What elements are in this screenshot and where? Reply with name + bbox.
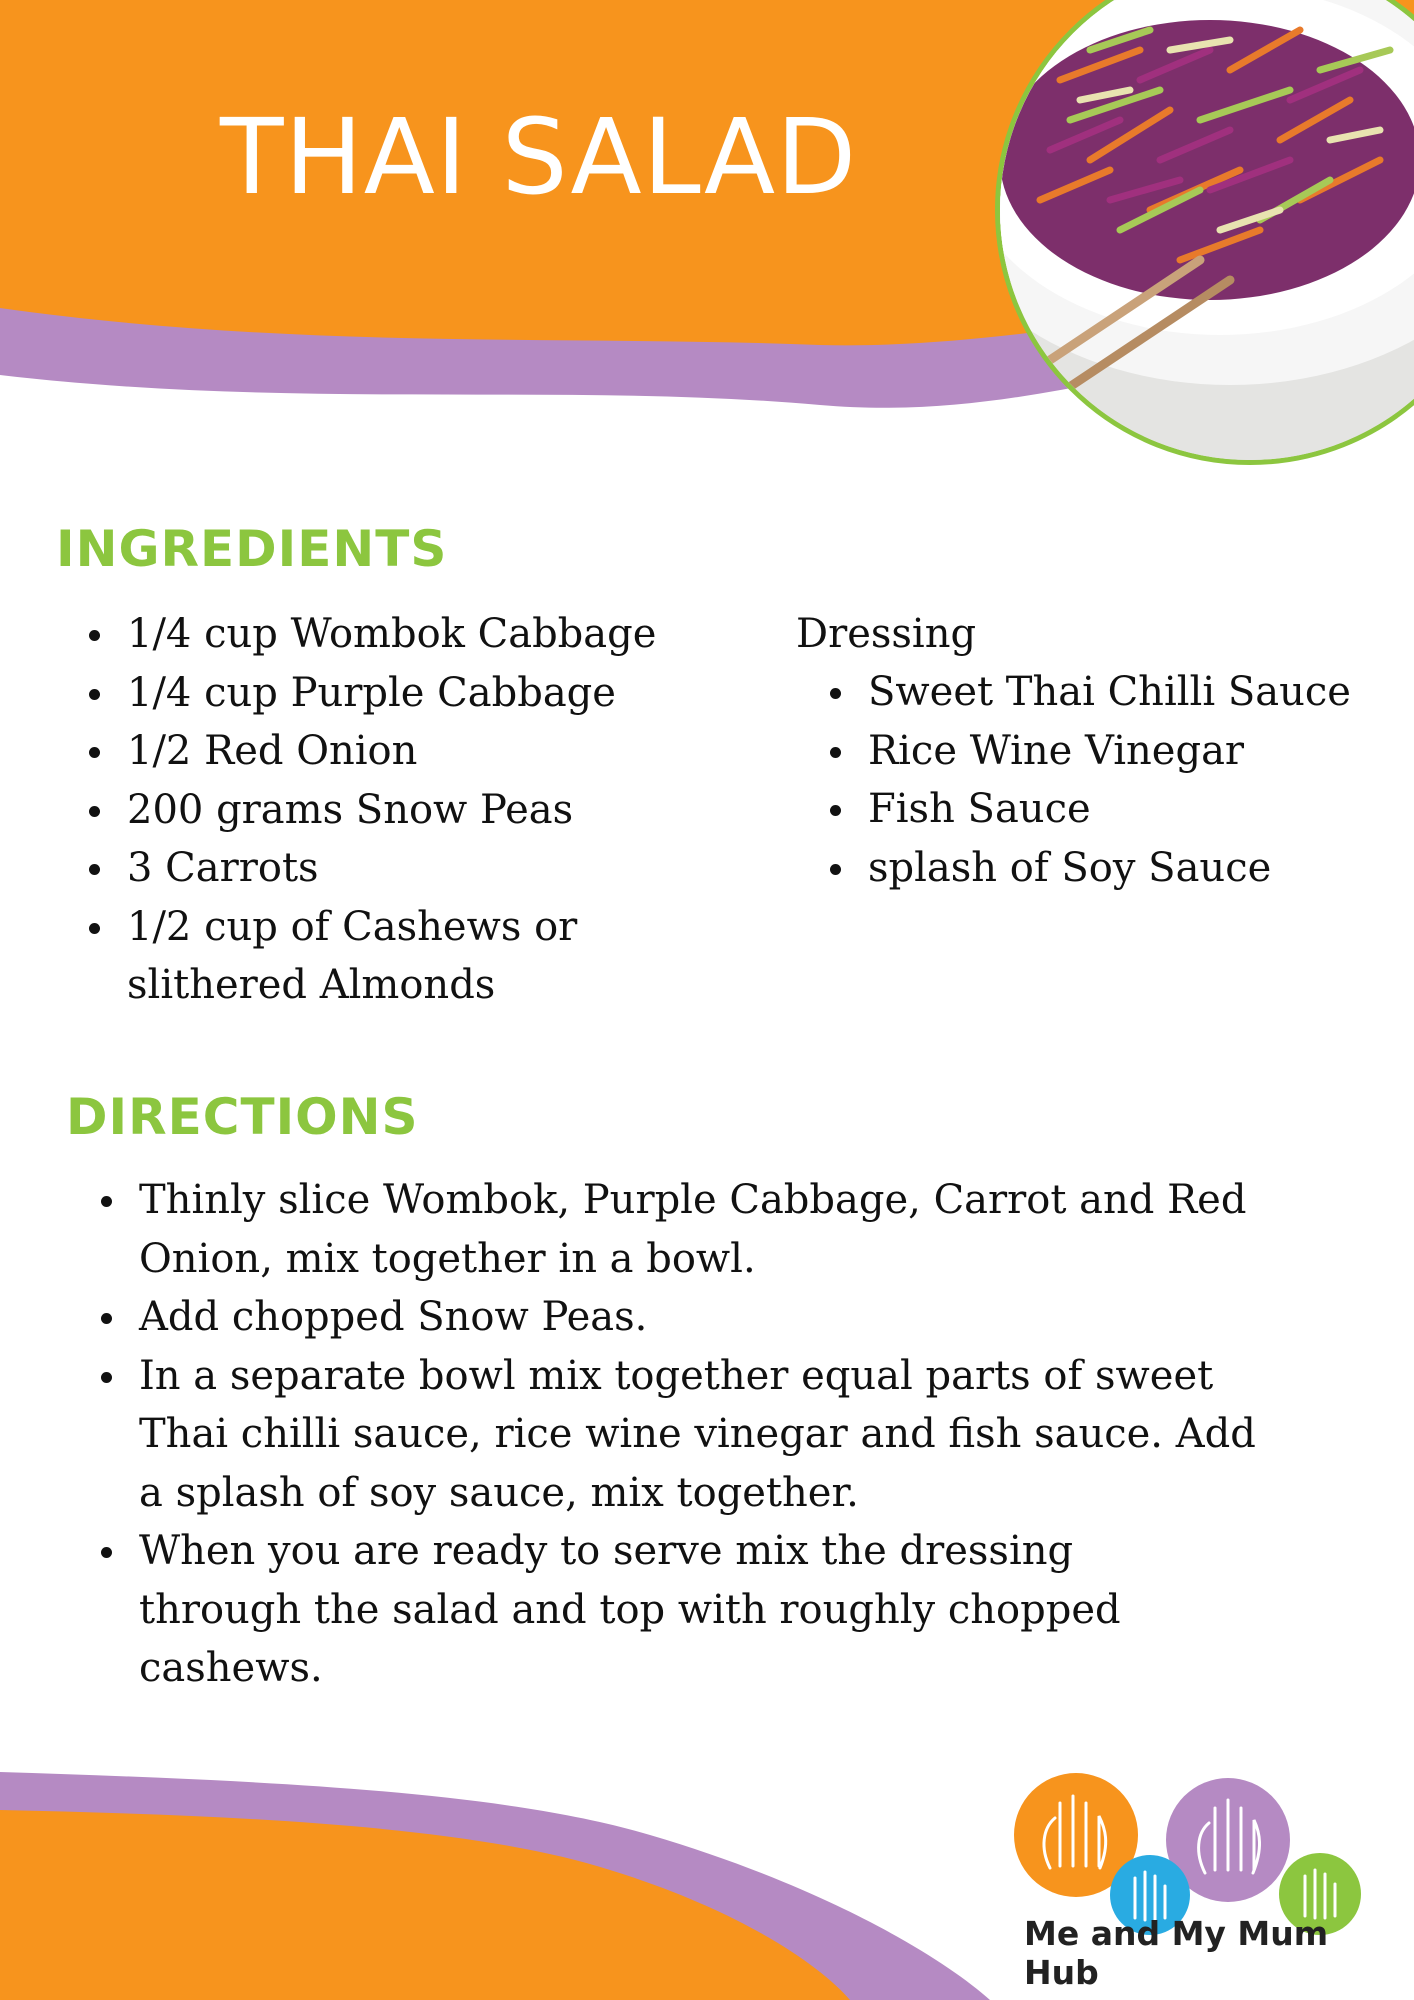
directions-heading: DIRECTIONS xyxy=(66,1088,419,1146)
page-title: THAI SALAD xyxy=(220,96,858,218)
directions-list xyxy=(139,1171,1299,1698)
list-item: 200 grams Snow Peas xyxy=(127,781,747,840)
dressing-title: Dressing xyxy=(796,611,977,657)
list-item: Add chopped Snow Peas. xyxy=(139,1288,1299,1347)
list-item: 1/4 cup Purple Cabbage xyxy=(127,664,747,723)
list-item: 1/2 cup of Cashews or slithered Almonds xyxy=(127,898,627,1015)
ingredients-list xyxy=(127,605,747,1015)
list-item: splash of Soy Sauce xyxy=(868,839,1388,898)
list-item: When you are ready to serve mix the dressing through the salad and top with roughly chopped cashews. xyxy=(139,1522,1139,1698)
list-item: 3 Carrots xyxy=(127,839,747,898)
list-item: 1/4 cup Wombok Cabbage xyxy=(127,605,747,664)
list-item: In a separate bowl mix together equal parts of sweet Thai chilli sauce, rice wine vinegar and fish sauce. Add a splash of soy sauce, mix together. xyxy=(139,1347,1289,1523)
dressing-list xyxy=(868,663,1388,897)
ingredients-heading: INGREDIENTS xyxy=(56,520,448,578)
list-item: Thinly slice Wombok, Purple Cabbage, Carrot and Red Onion, mix together in a bowl. xyxy=(139,1171,1249,1288)
list-item: 1/2 Red Onion xyxy=(127,722,747,781)
list-item: Sweet Thai Chilli Sauce xyxy=(868,663,1388,722)
logo-text: Me and My Mum Hub xyxy=(1024,1914,1329,1992)
list-item: Rice Wine Vinegar xyxy=(868,722,1388,781)
list-item: Fish Sauce xyxy=(868,780,1388,839)
